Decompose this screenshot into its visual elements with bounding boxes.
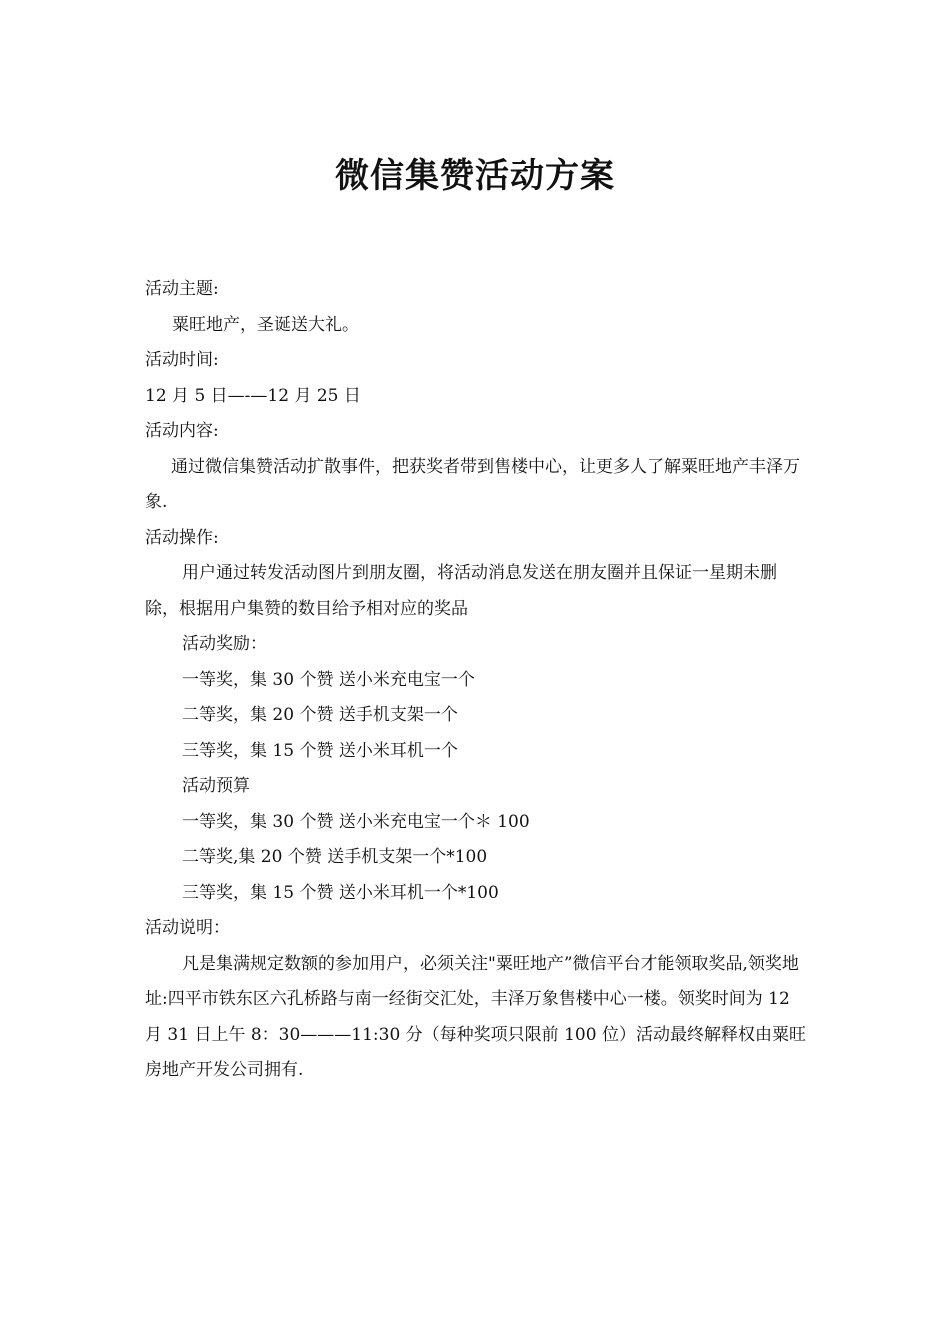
time-label: 活动时间: <box>145 350 219 370</box>
budget-label: 活动预算 <box>182 776 250 796</box>
reward-item: 二等奖，集 20 个赞 送手机支架一个 <box>182 705 458 725</box>
document-body <box>145 272 810 1089</box>
notes-text: 凡是集满规定数额的参加用户，必须关注"粟旺地产”微信平台才能领取奖品,领奖地址:四平市铁东区六孔桥路与南一经街交汇处，丰泽万象售楼中心一楼。领奖时间为 12 月 31 日上午 8：30———11:30 分（每种奖项只限前 100 位）活动最终解释权由粟旺房地产开发公司拥有. <box>145 953 806 1080</box>
content-label: 活动内容: <box>145 421 219 441</box>
content-text: 通过微信集赞活动扩散事件，把获奖者带到售楼中心，让更多人了解粟旺地产丰泽万象. <box>145 456 800 512</box>
reward-item: 一等奖，集 30 个赞 送小米充电宝一个 <box>182 669 475 690</box>
reward-item: 三等奖，集 15 个赞 送小米耳机一个 <box>182 740 458 761</box>
operation-label: 活动操作: <box>145 527 219 548</box>
notes-label: 活动说明： <box>145 918 230 938</box>
time-text: 12 月 5 日—-—12 月 25 日 <box>145 385 361 406</box>
budget-item: 二等奖,集 20 个赞 送手机支架一个*100 <box>182 847 488 867</box>
document-title: 微信集赞活动方案 <box>335 156 615 196</box>
operation-text: 用户通过转发活动图片到朋友圈，将活动消息发送在朋友圈并且保证一星期未删除，根据用户集赞的数目给予相对应的奖品 <box>145 563 777 619</box>
theme-label: 活动主题: <box>145 279 219 299</box>
budget-item: 一等奖，集 30 个赞 送小米充电宝一个＊ 100 <box>182 811 530 832</box>
rewards-label: 活动奖励： <box>182 634 267 654</box>
theme-text: 粟旺地产，圣诞送大礼。 <box>172 314 359 335</box>
budget-item: 三等奖，集 15 个赞 送小米耳机一个*100 <box>182 882 499 903</box>
